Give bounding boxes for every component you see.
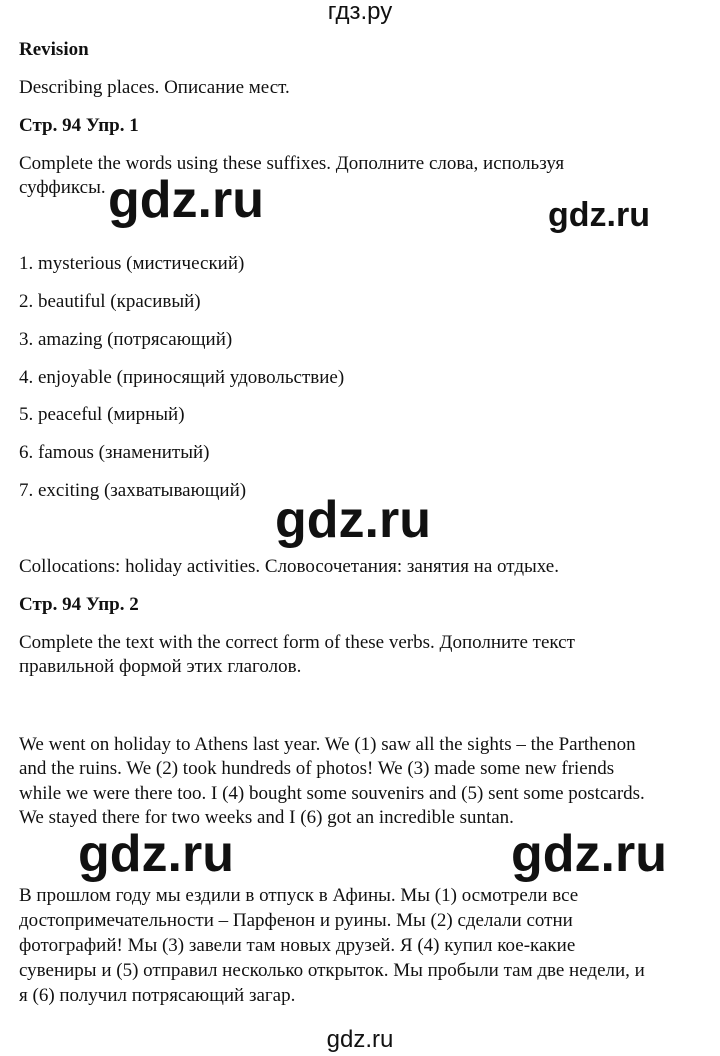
english-text-line: We stayed there for two weeks and I (6) got an incredible suntan. [19,807,514,828]
topic-collocations: Collocations: holiday activities. Словосочетания: занятия на отдыхе. [19,556,559,577]
russian-text-line: сувениры и (5) отправил несколько открыток. Мы пробыли там две недели, и [19,960,645,981]
english-text-line: We went on holiday to Athens last year. We (1) saw all the sights – the Parthenon [19,734,636,755]
list-item: 6. famous (знаменитый) [19,442,210,463]
watermark: gdz.ru [78,825,234,883]
site-footer: gdz.ru [326,1026,394,1053]
list-item: 2. beautiful (красивый) [19,291,201,312]
watermark: gdz.ru [108,171,264,229]
list-item: 1. mysterious (мистический) [19,253,245,274]
watermark: gdz.ru [275,491,431,549]
section-title: Revision [19,39,89,60]
topic-describing-places: Describing places. Описание мест. [19,77,290,98]
exercise-1-instruction-cont: суффиксы. [19,177,106,198]
russian-text-line: фотографий! Мы (3) завели там новых друзей. Я (4) купил кое-какие [19,935,576,956]
exercise-1-heading: Стр. 94 Упр. 1 [19,115,139,136]
exercise-1-instruction: Complete the words using these suffixes. Дополните слова, используя [19,153,565,174]
exercise-2-heading: Стр. 94 Упр. 2 [19,594,139,615]
list-item: 7. exciting (захватывающий) [19,480,247,501]
list-item: 5. peaceful (мирный) [19,404,185,425]
russian-text-line: В прошлом году мы ездили в отпуск в Афины. Мы (1) осмотрели все [19,885,579,906]
watermark: gdz.ru [548,196,650,234]
exercise-2-instruction: Complete the text with the correct form of these verbs. Дополните текст [19,632,575,653]
watermark: gdz.ru [511,825,667,883]
english-text-line: and the ruins. We (2) took hundreds of photos! We (3) made some new friends [19,758,615,779]
russian-text-line: я (6) получил потрясающий загар. [19,985,296,1006]
list-item: 3. amazing (потрясающий) [19,329,233,350]
site-header: гдз.ру [327,0,393,25]
russian-text-line: достопримечательности – Парфенон и руины. Мы (2) сделали сотни [19,910,573,931]
list-item: 4. enjoyable (приносящий удовольствие) [19,367,345,388]
english-text-line: while we were there too. I (4) bought some souvenirs and (5) sent some postcards. [19,783,645,804]
exercise-2-instruction-cont: правильной формой этих глаголов. [19,656,302,677]
